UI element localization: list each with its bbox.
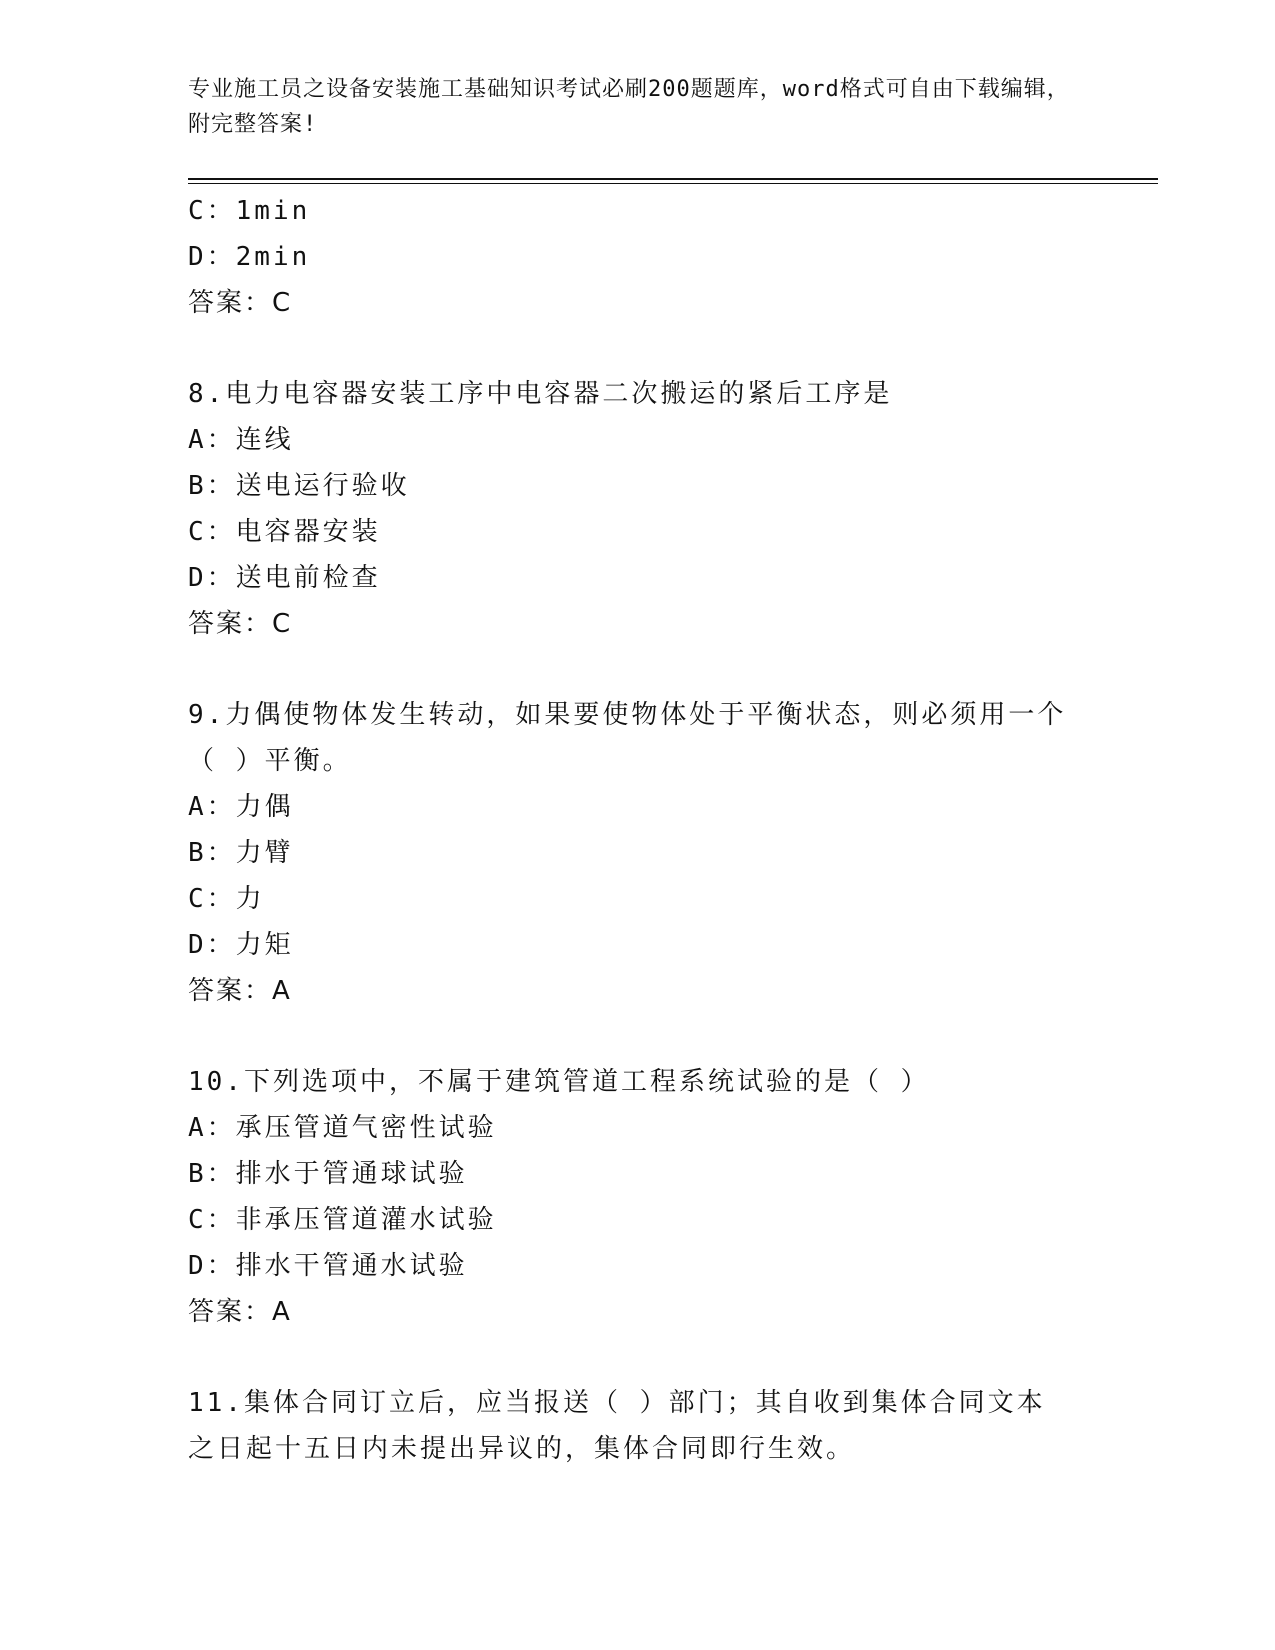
option-label: C： (188, 196, 236, 226)
option-d (188, 555, 1068, 601)
question-text (188, 1059, 1068, 1105)
option-label: C： (188, 1205, 236, 1235)
option-label: A： (188, 425, 236, 455)
option-text: 电容器安装 (235, 517, 381, 547)
option-text: 送电前检查 (235, 563, 381, 593)
option-label: B： (188, 471, 236, 501)
option-text: 力偶 (235, 792, 294, 822)
option-text: 排水于管通球试验 (235, 1159, 468, 1189)
option-c (188, 509, 1068, 555)
option-label: D： (188, 1251, 236, 1281)
answer-label: 答案： (188, 976, 273, 1006)
spacer (188, 326, 1068, 371)
option-text: 力 (235, 884, 265, 914)
question-block-9 (188, 692, 1068, 1014)
option-text: 送电运行验收 (235, 471, 410, 501)
option-label: C： (188, 884, 236, 914)
question-body: 集体合同订立后，应当报送（ ）部门；其自收到集体合同文本之日起十五日内未提出异议的，集体合同即行生效。 (188, 1388, 1046, 1464)
question-body: 力偶使物体发生转动，如果要使物体处于平衡状态，则必须用一个（ ）平衡。 (188, 700, 1067, 776)
spacer (188, 1014, 1068, 1059)
answer-line (188, 601, 1068, 647)
document-header (188, 72, 1088, 142)
option-d (188, 922, 1068, 968)
option-label: A： (188, 1113, 236, 1143)
option-c (188, 1197, 1068, 1243)
option-text: 力臂 (235, 838, 294, 868)
option-label: D： (188, 930, 236, 960)
question-block-10 (188, 1059, 1068, 1335)
option-text: 非承压管道灌水试验 (235, 1205, 497, 1235)
option-a (188, 1105, 1068, 1151)
option-label: D： (188, 563, 236, 593)
question-text (188, 1380, 1068, 1472)
spacer (188, 1335, 1068, 1380)
question-number: 8. (188, 379, 226, 409)
option-label: A： (188, 792, 236, 822)
option-b (188, 830, 1068, 876)
option-label: C： (188, 517, 236, 547)
option-text: 排水干管通水试验 (235, 1251, 468, 1281)
option-c (188, 876, 1068, 922)
answer-label: 答案： (188, 288, 273, 318)
answer-line (188, 280, 1068, 326)
header-title: 专业施工员之设备安装施工基础知识考试必刷200题题库，word格式可自由下载编辑，附完整答案! (188, 77, 1070, 137)
option-b (188, 463, 1068, 509)
header-rule-thin (188, 183, 1158, 184)
question-block-8 (188, 371, 1068, 647)
answer-label: 答案： (188, 609, 273, 639)
option-b (188, 1151, 1068, 1197)
question-number: 11. (188, 1388, 244, 1418)
option-d (188, 1243, 1068, 1289)
answer-value: C (272, 609, 293, 639)
option-text: 2min (235, 242, 311, 272)
question-number: 9. (188, 700, 226, 730)
question-text (188, 692, 1068, 784)
answer-label: 答案： (188, 1297, 273, 1327)
option-label: D： (188, 242, 236, 272)
option-d (188, 234, 1068, 280)
header-rule-thick (188, 178, 1158, 180)
option-label: B： (188, 838, 236, 868)
option-text: 连线 (235, 425, 294, 455)
option-c (188, 188, 1068, 234)
option-a (188, 784, 1068, 830)
question-number: 10. (188, 1067, 244, 1097)
question-text (188, 371, 1068, 417)
option-text: 力矩 (235, 930, 294, 960)
spacer (188, 647, 1068, 692)
answer-line (188, 1289, 1068, 1335)
answer-value: C (272, 288, 293, 318)
question-block-11 (188, 1380, 1068, 1472)
option-label: B： (188, 1159, 236, 1189)
answer-value: A (272, 1297, 292, 1327)
answer-value: A (272, 976, 292, 1006)
option-text: 1min (235, 196, 311, 226)
question-list (188, 188, 1068, 1472)
question-block-partial (188, 188, 1068, 326)
answer-line (188, 968, 1068, 1014)
option-a (188, 417, 1068, 463)
question-body: 电力电容器安装工序中电容器二次搬运的紧后工序是 (225, 379, 893, 409)
question-body: 下列选项中，不属于建筑管道工程系统试验的是（ ） (243, 1067, 930, 1097)
option-text: 承压管道气密性试验 (235, 1113, 497, 1143)
